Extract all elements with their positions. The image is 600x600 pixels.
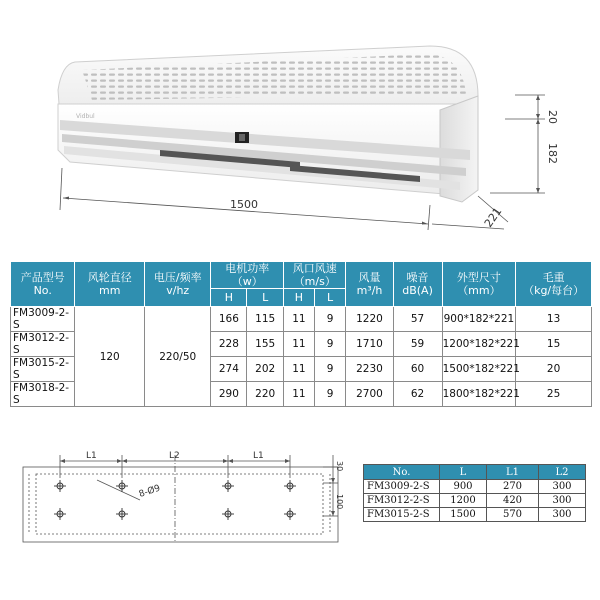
spec-table (10, 261, 592, 407)
l-cell: 1200 (440, 494, 487, 508)
l1-cell: 420 (487, 494, 539, 508)
l2-cell: 300 (539, 508, 586, 522)
size-cell: 1200*182*221 (442, 332, 516, 357)
weight-cell: 25 (516, 382, 592, 407)
header-power-h: H (211, 289, 247, 307)
header-speed-l: L (314, 289, 346, 307)
hole-label: 8-Ø9 (137, 483, 162, 500)
model-cell: FM3009-2-S (11, 307, 75, 332)
speed-l-cell: 9 (314, 357, 346, 382)
l2-cell: 300 (539, 480, 586, 494)
dim-header-no: No. (364, 465, 440, 480)
noise-cell: 62 (393, 382, 442, 407)
power-l-cell: 220 (247, 382, 284, 407)
header-noise: 噪音 dB(A) (393, 262, 442, 307)
dim-top-label: 30 (335, 461, 344, 472)
speed-l-cell: 9 (314, 307, 346, 332)
brand-label: Vidbul (76, 113, 95, 120)
power-h-cell: 166 (211, 307, 247, 332)
power-l-cell: 115 (247, 307, 284, 332)
speed-l-cell: 9 (314, 382, 346, 407)
power-h-cell: 290 (211, 382, 247, 407)
speed-h-cell: 11 (284, 332, 315, 357)
mount-plate (36, 474, 323, 534)
depth-label: 221 (481, 205, 505, 230)
header-model: 产品型号 No. (11, 262, 75, 307)
airflow-cell: 1220 (346, 307, 393, 332)
height-label: 182 (546, 143, 559, 164)
model-cell: FM3015-2-S (364, 508, 440, 522)
l-cell: 1500 (440, 508, 487, 522)
size-cell: 900*182*221 (442, 307, 516, 332)
voltage-cell: 220/50 (144, 307, 210, 407)
dim-header-l2: L2 (539, 465, 586, 480)
model-cell: FM3012-2-S (11, 332, 75, 357)
top-offset-label: 20 (546, 110, 559, 124)
speed-h-cell: 11 (284, 382, 315, 407)
power-l-cell: 155 (247, 332, 284, 357)
table-row (364, 494, 586, 508)
dim-header-l: L (440, 465, 487, 480)
header-power: 电机功率 （w） (211, 262, 284, 289)
l2-cell: 300 (539, 494, 586, 508)
speed-h-cell: 11 (284, 307, 315, 332)
airflow-cell: 2700 (346, 382, 393, 407)
noise-cell: 60 (393, 357, 442, 382)
power-h-cell: 274 (211, 357, 247, 382)
header-speed-h: H (284, 289, 315, 307)
weight-cell: 13 (516, 307, 592, 332)
table-row (364, 508, 586, 522)
airflow-cell: 2230 (346, 357, 393, 382)
header-weight: 毛重 （kg/每台） (516, 262, 592, 307)
l1-left-label: L1 (86, 451, 97, 461)
noise-cell: 57 (393, 307, 442, 332)
speed-l-cell: 9 (314, 332, 346, 357)
airflow-cell: 1710 (346, 332, 393, 357)
dim-header-l1: L1 (487, 465, 539, 480)
speed-h-cell: 11 (284, 357, 315, 382)
dimension-table (363, 464, 586, 522)
header-power-l: L (247, 289, 284, 307)
l-cell: 900 (440, 480, 487, 494)
table-row (11, 307, 592, 332)
header-voltage: 电压/频率 v/hz (144, 262, 210, 307)
power-h-cell: 228 (211, 332, 247, 357)
noise-cell: 59 (393, 332, 442, 357)
weight-cell: 15 (516, 332, 592, 357)
l1-cell: 270 (487, 480, 539, 494)
size-cell: 1800*182*221 (442, 382, 516, 407)
wheel-diameter-cell: 120 (75, 307, 145, 407)
l1-cell: 570 (487, 508, 539, 522)
model-cell: FM3012-2-S (364, 494, 440, 508)
header-wheel: 风轮直径 mm (75, 262, 145, 307)
weight-cell: 20 (516, 357, 592, 382)
model-cell: FM3009-2-S (364, 480, 440, 494)
table-row (364, 480, 586, 494)
mount-outline (23, 467, 338, 542)
header-airflow: 风量 m³/h (346, 262, 393, 307)
model-cell: FM3018-2-S (11, 382, 75, 407)
power-l-cell: 202 (247, 357, 284, 382)
size-cell: 1500*182*221 (442, 357, 516, 382)
l1-right-label: L1 (253, 451, 264, 461)
model-cell: FM3015-2-S (11, 357, 75, 382)
l2-label: L2 (169, 451, 180, 461)
header-speed: 风口风速 （m/s） (284, 262, 346, 289)
air-curtain-body (58, 46, 478, 202)
length-label: 1500 (230, 198, 258, 211)
dim-side-label: 100 (335, 494, 344, 510)
header-size: 外型尺寸 （mm） (442, 262, 516, 307)
product-illustration (0, 0, 600, 250)
